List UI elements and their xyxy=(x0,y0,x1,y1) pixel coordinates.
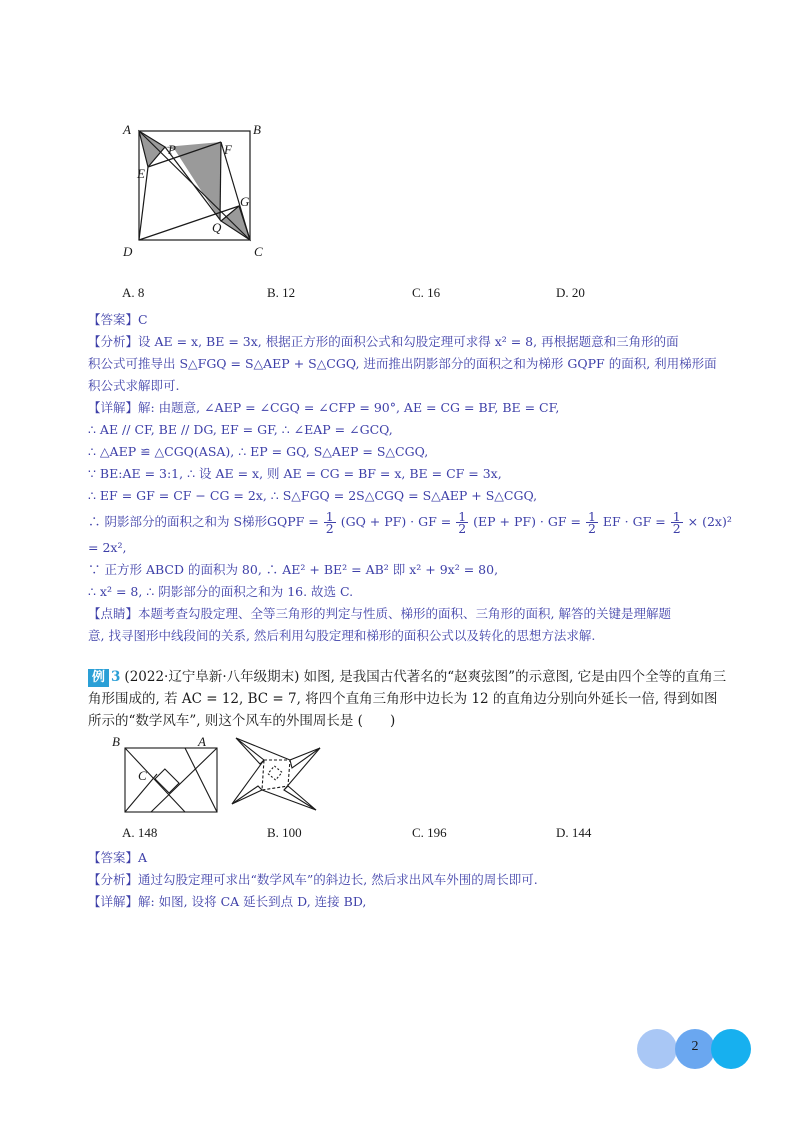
page-circle-dark xyxy=(711,1029,751,1069)
label-Q: Q xyxy=(212,220,222,235)
detail-line: 【详解】解: 如图, 设将 CA 延长到点 D, 连接 BD, xyxy=(88,894,367,909)
analysis-line: 【分析】通过勾股定理可求出“数学风车”的斜边长, 然后求出风车外围的周长即可. xyxy=(88,872,538,887)
question-line-2: 角形围成的, 若 AC = 12, BC = 7, 将四个直角三角形中边长为 12 的直角边分别向外延长一倍, 得到如图 xyxy=(88,691,718,707)
fig2-label-B: B xyxy=(112,734,120,749)
detail-line-9: ∴ x² = 8, ∴ 阴影部分的面积之和为 16. 故选 C. xyxy=(88,584,354,599)
detail-line-7: = 2x², xyxy=(88,540,127,555)
option-a: A. 148 xyxy=(122,825,158,840)
page-number: 2 xyxy=(691,1039,699,1054)
fraction-half: $\frac{1}{2}$ xyxy=(325,509,334,536)
option-c: C. 196 xyxy=(412,825,447,840)
option-c: C. 16 xyxy=(412,285,441,300)
option-a: A. 8 xyxy=(122,285,145,300)
detail-line-3: ∴ △AEP ≌ △CGQ(ASA), ∴ EP = GQ, S△AEP = S△CGQ, xyxy=(88,444,429,459)
analysis-line-2: 积公式可推导出 S△FGQ = S△AEP + S△CGQ, 进而推出阴影部分的面积之和为梯形 GQPF 的面积, 利用梯形面 xyxy=(88,356,717,371)
option-d: D. 144 xyxy=(556,825,592,840)
label-D: D xyxy=(123,244,133,259)
shaded-triangle-aep xyxy=(139,131,165,167)
answer-line: 【答案】A xyxy=(88,850,148,865)
option-b: B. 12 xyxy=(267,285,296,300)
solution-block-3 xyxy=(88,847,708,913)
fig2-label-C: C xyxy=(138,768,147,783)
detail-line-8: ∵ 正方形 ABCD 的面积为 80, ∴ AE² + BE² = AB² 即 x² + 9x² = 80, xyxy=(88,562,499,577)
answer-line: 【答案】C xyxy=(88,312,148,327)
tip-line-2: 意, 找寻图形中线段间的关系, 然后利用勾股定理和梯形的面积公式以及转化的思想方法求解. xyxy=(88,628,596,643)
label-B: B xyxy=(253,122,261,137)
tip-line-1: 【点睛】本题考查勾股定理、全等三角形的判定与性质、梯形的面积、三角形的面积, 解答的关键是理解题 xyxy=(88,606,671,621)
example-number: 3 xyxy=(111,669,121,685)
label-C: C xyxy=(254,244,263,259)
fraction-half: $\frac{1}{2}$ xyxy=(672,509,681,536)
fraction-half: $\frac{1}{2}$ xyxy=(458,509,467,536)
solution-block-1 xyxy=(88,309,732,647)
example-badge: 例 xyxy=(88,669,109,687)
analysis-line-3: 积公式求解即可. xyxy=(88,378,180,393)
detail-line-2: ∴ AE // CF, BE // DG, EF = GF, ∴ ∠EAP = ∠GCQ, xyxy=(88,422,393,437)
label-G: G xyxy=(240,194,250,209)
label-A: A xyxy=(123,122,131,137)
geometry-figure-square xyxy=(118,118,268,260)
question-line-1: (2022·辽宁阜新·八年级期末) 如图, 是我国古代著名的“赵爽弦图”的示意图, 它是由四个全等的直角三 xyxy=(124,669,727,685)
fraction-half: $\frac{1}{2}$ xyxy=(587,509,596,536)
detail-line-5: ∴ EF = GF = CF − CG = 2x, ∴ S△FGQ = 2S△CGQ = S△AEP + S△CGQ, xyxy=(88,488,538,503)
question-line-3: 所示的“数学风车”, 则这个风车的外围周长是 ( ) xyxy=(88,713,396,729)
detail-line-1: 【详解】解: 由题意, ∠AEP = ∠CGQ = ∠CFP = 90°, AE = CG = BF, BE = CF, xyxy=(88,400,560,415)
fig2-label-A: A xyxy=(198,734,206,749)
label-E: E xyxy=(137,166,145,181)
label-P: P xyxy=(168,142,176,157)
option-d: D. 20 xyxy=(556,285,585,300)
math-pinwheel-figure xyxy=(228,736,322,812)
analysis-line-1: 【分析】设 AE = x, BE = 3x, 根据正方形的面积公式和勾股定理可求得 x² = 8, 再根据题意和三角形的面 xyxy=(88,334,679,349)
example-3-question xyxy=(88,666,727,732)
label-F: F xyxy=(224,142,232,157)
zhao-shuang-diagram xyxy=(110,734,220,814)
page-circle-light xyxy=(637,1029,677,1069)
option-b: B. 100 xyxy=(267,825,302,840)
detail-line-4: ∵ BE:AE = 3:1, ∴ 设 AE = x, 则 AE = CG = BF = x, BE = CF = 3x, xyxy=(88,466,502,481)
detail-line-6: ∴ 阴影部分的面积之和为 S梯形GQPF = $\frac{1}{2}$ (GQ + PF) · GF = $\frac{1}{2}$ (EP + PF) · GF = $\frac{1}{2}$ EF · GF = $\frac{1}{2}$ × (2x)² xyxy=(88,509,732,536)
